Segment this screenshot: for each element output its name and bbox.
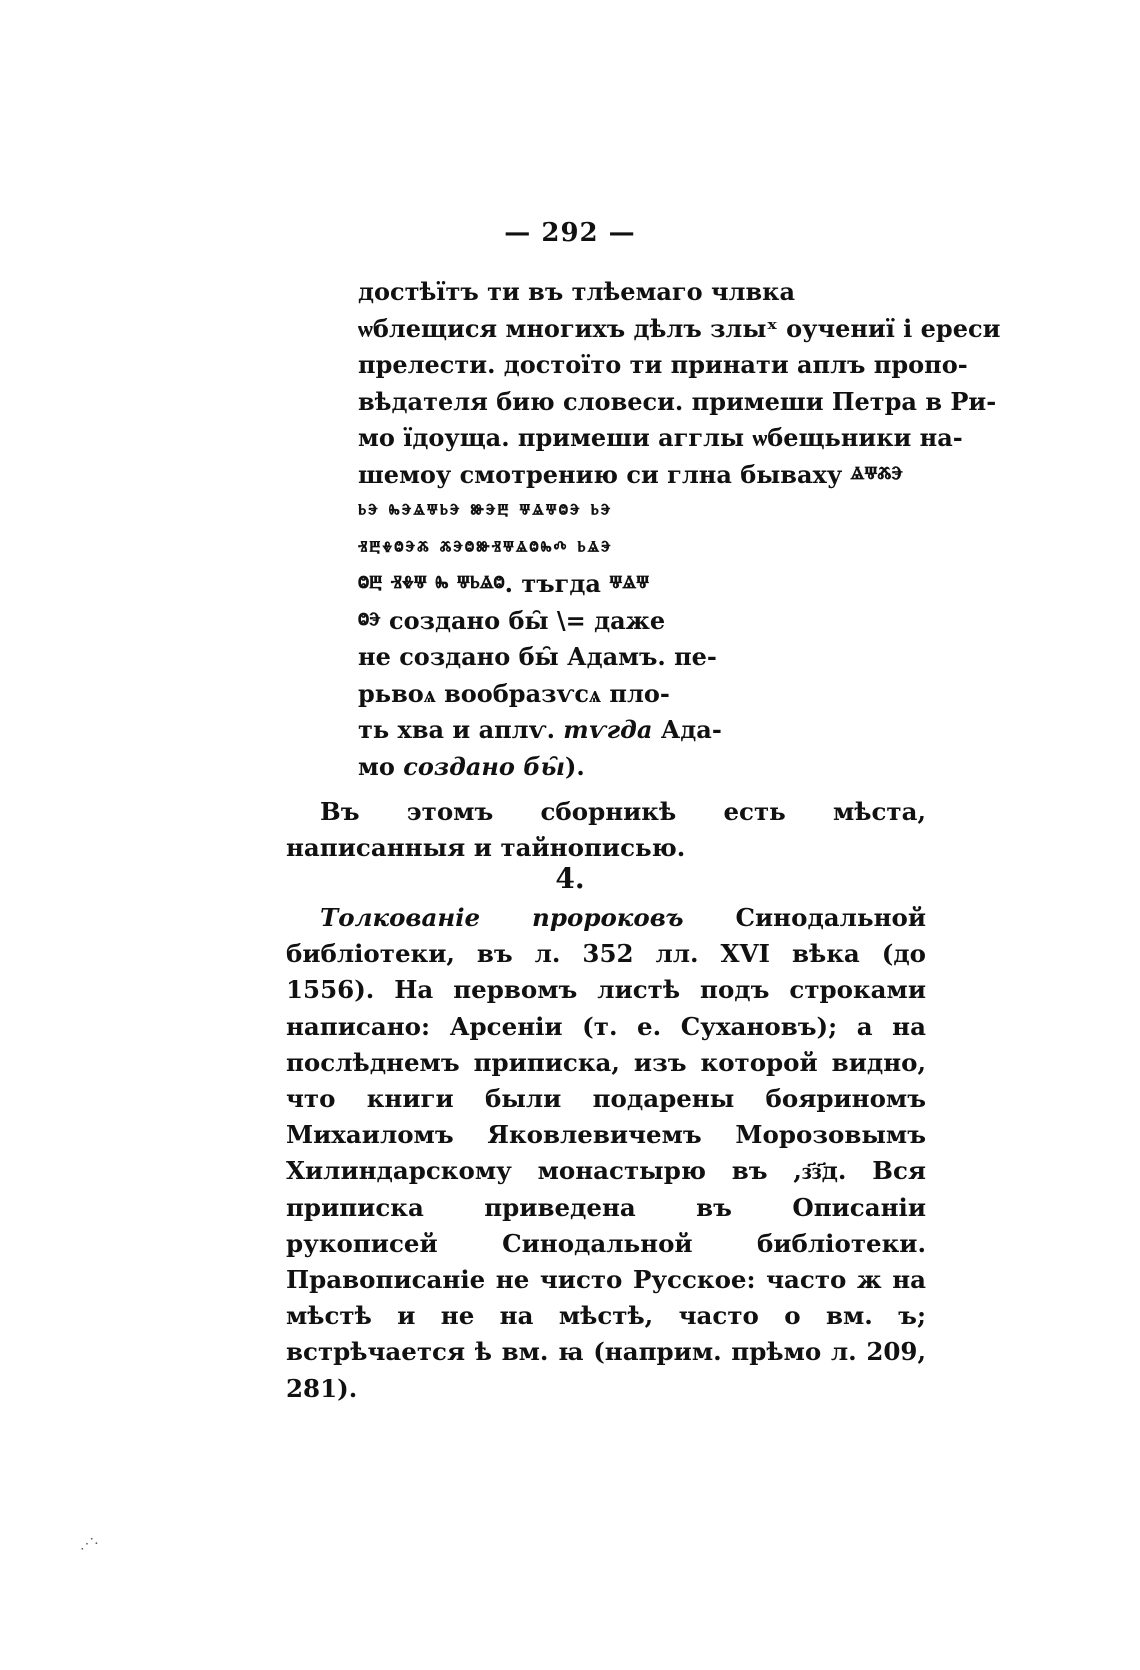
italic-title: Толкованіе пророковъ (320, 903, 684, 932)
margin-specks: ⋰⋅ (80, 1536, 99, 1552)
quote-line: вѣдателя бию словеси. примеши Петра в Ри- (358, 386, 997, 416)
page-number: — 292 — (504, 218, 636, 248)
quote-italic: создано бы̑ (403, 751, 566, 781)
cipher-line: ⱃⰵ ⰸⰵⱑⱋⱃⰵ ⱆⰵⰱ ⱋⱑⱋⱉⰵ ⱃⰵ (358, 499, 613, 523)
quote-line: достѣїтъ ти въ тлѣемаго члвка (358, 277, 796, 306)
paragraph-cryptography-note: Въ этомъ сборникѣ есть мѣста, написанныя и тайнописью. (286, 797, 926, 863)
quote-line (358, 749, 938, 786)
quote-line: мо їдоуща. примеши агглы ѡбещьники на- (358, 423, 963, 452)
quote-line-mixed: ⱉⰵ создано бы̑ \= даже (358, 605, 666, 635)
section-number: 4. (555, 862, 585, 895)
quote-line-mixed: ⱉⰱ ⱐⰷⱋ ⰸ ⱋⱃⱑⱉ. тъгда ⱋⱑⱋ (358, 569, 650, 598)
quote-italic: тѵгда (563, 715, 653, 744)
quote-line-after: Ада- (660, 715, 722, 744)
old-slavonic-quote (358, 274, 1001, 785)
quote-line-text: мо (358, 751, 395, 781)
quote-line (358, 712, 938, 749)
quote-line: не создано бы̑ Адамъ. пе- (358, 642, 717, 671)
quote-line: прелести. достоїто ти принати аплъ пропо- (358, 350, 968, 379)
quote-line: ѡблещися многихъ дѣлъ злыˣ оучениї і ереси (358, 313, 1001, 343)
paragraph-manuscript-description (286, 900, 926, 1407)
quote-line-text: ть хва и аплѵ. (358, 715, 555, 744)
quote-line-after: ). (565, 751, 585, 781)
cipher-line: ⱐⰱⰷⱉⰵⰶ ⰶⰵⱉⱆⱐⱋⱑⱉⰸⰴ ⱃⱑⰵ (358, 535, 613, 560)
quote-line: шемоу смотрению си глна бываху ⱑⱋⰶⰵ (358, 459, 903, 489)
paragraph-body: Синодальной библіотеки, въ л. 352 лл. XVI вѣка (до 1556). На первомъ листѣ подъ строками написано: Арсеніи (т. е. Сухановъ); а на послѣднемъ приписка, изъ которой видно, что книги были подарены бояриномъ Михаиломъ Яковлевичемъ Морозовымъ Хилиндарскому монастырю въ ,з҃з҃д. Вся приписка приведена въ Описаніи рукописей Синодальной библіотеки. Правописаніе не чисто Русское: часто ж на мѣстѣ и не на мѣстѣ, часто о вм. ъ; встрѣчается ѣ вм. ꙗ (наприм. прѣмо л. 209, 281). (286, 903, 927, 1403)
quote-line: рьвоѧ вообразѵсѧ пло- (358, 678, 670, 708)
